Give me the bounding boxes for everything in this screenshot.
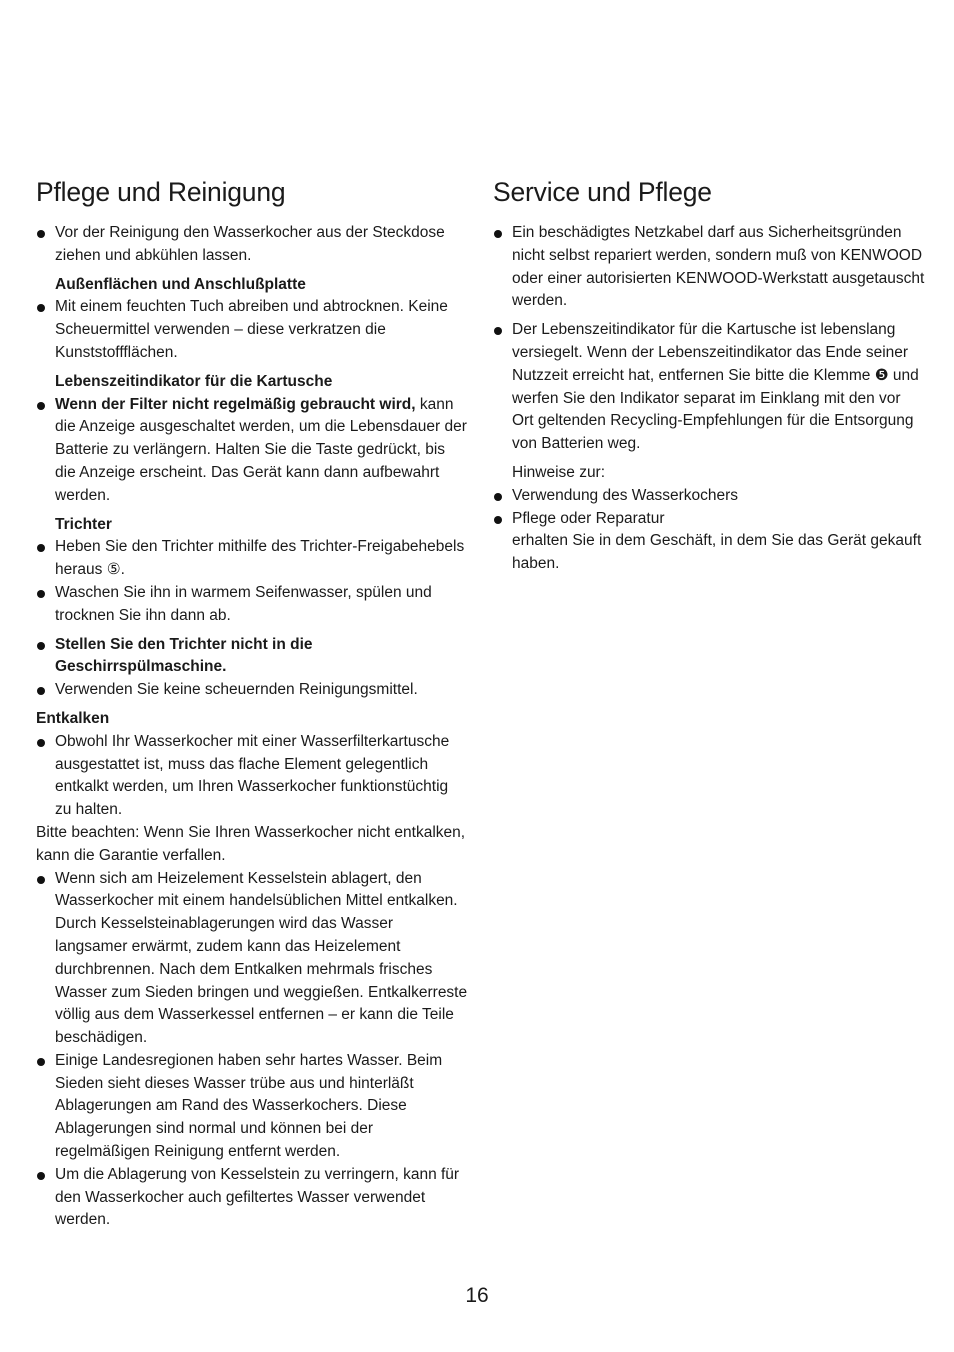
item-text: Mit einem feuchten Tuch abreiben und abtrocknen. Keine Scheuermittel verwenden – diese verkratzen die Kunststoffflächen. <box>55 298 448 361</box>
section-heading-service: Service und Pflege <box>493 177 712 207</box>
bullet-icon <box>37 304 45 312</box>
bullet-icon <box>37 642 45 650</box>
bullet-icon <box>37 1058 45 1066</box>
bullet-icon <box>37 590 45 598</box>
item-text: Um die Ablagerung von Kesselstein zu verringern, kann für den Wasserkocher auch gefiltertes Wasser verwendet werden. <box>55 1165 460 1229</box>
item-text: Ein beschädigtes Netzkabel darf aus Sicherheitsgründen nicht selbst repariert werden, sondern muß von KENWOOD oder einer autorisierten KENWOOD-Werkstatt ausgetauscht werden. <box>512 224 925 310</box>
list-item <box>36 679 468 702</box>
item-text: Obwohl Ihr Wasserkocher mit einer Wasserfilterkartusche ausgestattet ist, muss das flache Element gelegentlich entkalkt werden, um Ihren Wasserkocher funktionstüchtig zu halten. <box>55 732 450 819</box>
bullet-icon <box>37 739 45 747</box>
bullet-icon <box>494 516 502 524</box>
subheading-funnel: Trichter <box>55 515 112 533</box>
bullet-icon <box>37 1172 45 1180</box>
subheading-lifetime-indicator: Lebenszeitindikator für die Kartusche <box>55 372 333 390</box>
bullet-icon <box>494 230 502 238</box>
list-item <box>36 394 468 508</box>
hints-closing: erhalten Sie in dem Geschäft, in dem Sie das Gerät gekauft haben. <box>512 532 922 573</box>
descaling-note: Bitte beachten: Wenn Sie Ihren Wasserkocher nicht entkalken, kann die Garantie verfallen. <box>36 823 466 864</box>
bullet-icon <box>37 876 45 884</box>
subheading-exterior: Außenflächen und Anschlußplatte <box>55 275 306 293</box>
list-item <box>36 731 468 822</box>
list-item <box>36 582 468 628</box>
bullet-icon <box>494 493 502 501</box>
item-text: Der Lebenszeitindikator für die Kartusche ist lebenslang versiegelt. Wenn der Lebenszeitindikator das Ende seiner Nutzzeit erreicht hat, entfernen Sie bitte die Klemme <box>512 321 909 384</box>
bullet-icon <box>37 230 45 238</box>
item-text: Vor der Reinigung den Wasserkocher aus der Steckdose ziehen und abkühlen lassen. <box>55 224 445 264</box>
item-text: Heben Sie den Trichter mithilfe des Trichter-Freigabehebels heraus ⑤. <box>55 538 465 579</box>
item-text: Wenn sich am Heizelement Kesselstein ablagert, den Wasserkocher mit einem handelsüblichen Mittel entkalken. Durch Kesselsteinablagerungen wird das Wasser langsamer erwärmt, zudem kann das Heizelement durchbrennen. Nach dem Entkalken mehrmals frisches Wasser zum Sieden bringen und weggießen. Entkalkerreste völlig aus dem Wasserkessel entfernen – er kann die Teile beschädigen. <box>55 869 468 1047</box>
right-column <box>493 176 925 576</box>
figure-number-5-icon: ❺ <box>874 366 889 384</box>
item-text: Einige Landesregionen haben sehr hartes Wasser. Beim Sieden sieht dieses Wasser trübe aus und hinterläßt Ablagerungen am Rand des Wasserkochers. Diese Ablagerungen sind normal und können bei der regelmäßigen Reinigung entfernt werden. <box>55 1051 443 1161</box>
item-text: Pflege oder Reparatur <box>512 509 665 527</box>
list-item <box>36 1164 468 1232</box>
section-heading-care: Pflege und Reinigung <box>36 177 286 207</box>
list-item <box>493 319 925 456</box>
page-number: 16 <box>465 1284 489 1307</box>
item-bold-text: Wenn der Filter nicht regelmäßig gebraucht wird, <box>55 395 416 413</box>
list-item-warning <box>36 634 468 680</box>
subheading-descaling: Entkalken <box>36 709 110 727</box>
list-item <box>36 536 468 582</box>
bullet-icon <box>37 402 45 410</box>
list-item <box>36 222 468 268</box>
item-text: kann die Anzeige ausgeschaltet werden, um die Lebensdauer der Batterie zu verlängern. Halten Sie die Taste gedrückt, bis die Anzeige erscheint. Das Gerät kann dann aufbewahrt werden. <box>55 395 467 504</box>
list-item <box>36 1050 468 1164</box>
list-item <box>493 508 925 531</box>
item-text: Waschen Sie ihn in warmem Seifenwasser, spülen und trocknen Sie ihn dann ab. <box>55 583 432 624</box>
item-text: Verwenden Sie keine scheuernden Reinigungsmittel. <box>55 681 418 699</box>
list-item <box>493 485 925 508</box>
left-column <box>36 176 468 1232</box>
item-text: Stellen Sie den Trichter nicht in die Geschirrspülmaschine. <box>55 635 313 676</box>
item-text: Verwendung des Wasserkochers <box>512 486 739 504</box>
list-item <box>36 868 468 1050</box>
bullet-icon <box>37 544 45 552</box>
list-item <box>493 222 925 313</box>
hints-label: Hinweise zur: <box>512 463 606 481</box>
bullet-icon <box>494 327 502 335</box>
item-text: und werfen Sie den Indikator separat im Einklang mit den vor Ort geltenden Recycling-Empfehlungen für die Entsorgung von Batterien weg. <box>512 366 919 453</box>
bullet-icon <box>37 687 45 695</box>
list-item <box>36 296 468 364</box>
